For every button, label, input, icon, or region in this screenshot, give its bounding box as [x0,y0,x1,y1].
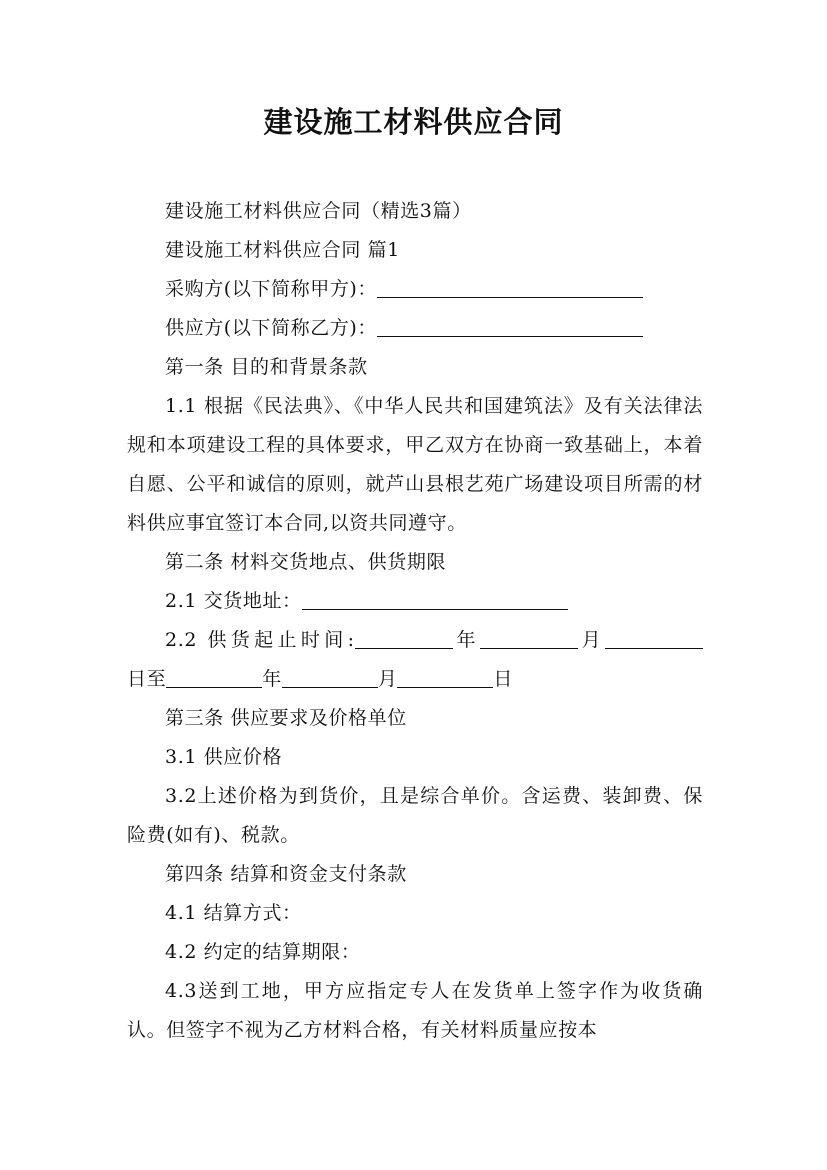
start-year-label: 年 [452,629,480,651]
clause-4-2: 4.2 约定的结算期限： [165,941,361,963]
buyer-blank [377,277,643,298]
document-title: 建设施工材料供应合同 [263,105,564,139]
supplier-label: 供应方(以下简称乙方)： [165,317,378,339]
end-day-label: 日 [493,668,514,690]
start-month-label: 月 [577,629,605,651]
part-heading: 建设施工材料供应合同 篇1 [165,239,400,261]
clause-2-1 [127,582,703,621]
buyer-label: 采购方(以下简称甲方)： [165,278,378,300]
end-year-label: 年 [262,668,282,690]
start-day-label: 日至 [127,668,167,690]
article-3-heading: 第三条 供应要求及价格单位 [165,707,407,729]
article-2-heading: 第二条 材料交货地点、供货期限 [165,551,447,573]
end-month-label: 月 [377,668,398,690]
end-year-blank [166,667,262,688]
clause-2-2-prefix: 2.2 供货起止时间: [165,629,355,651]
clause-3-1: 3.1 供应价格 [165,746,283,768]
supplier-blank [377,316,643,337]
subtitle: 建设施工材料供应合同（精选3篇） [165,200,472,222]
document-body [127,192,703,1050]
end-day-blank [397,667,493,688]
clause-3-2: 3.2上述价格为到货价，且是综合单价。含运费、装卸费、保险费(如有)、税款。 [127,785,703,846]
address-blank [302,589,568,610]
clause-4-1: 4.1 结算方式： [165,902,302,924]
start-month-blank [480,628,578,649]
clause-2-2 [127,621,703,660]
article-1-heading: 第一条 目的和背景条款 [165,356,368,378]
clause-2-2-cont [127,660,703,699]
end-month-blank [282,667,378,688]
start-year-blank [355,628,453,649]
article-4-heading: 第四条 结算和资金支付条款 [165,863,407,885]
supplier-line [127,309,703,348]
buyer-line [127,270,703,309]
clause-2-1-label: 2.1 交货地址： [165,590,302,612]
start-day-blank [605,628,703,649]
clause-1-1: 1.1 根据《民法典》、《中华人民共和国建筑法》及有关法律法规和本项建设工程的具体要求，甲乙双方在协商一致基础上，本着自愿、公平和诚信的原则，就芦山县根艺苑广场建设项目所需的材料供应事宜签订本合同,以资共同遵守。 [127,395,703,534]
clause-4-3: 4.3送到工地，甲方应指定专人在发货单上签字作为收货确认。但签字不视为乙方材料合格，有关材料质量应按本 [127,980,703,1041]
